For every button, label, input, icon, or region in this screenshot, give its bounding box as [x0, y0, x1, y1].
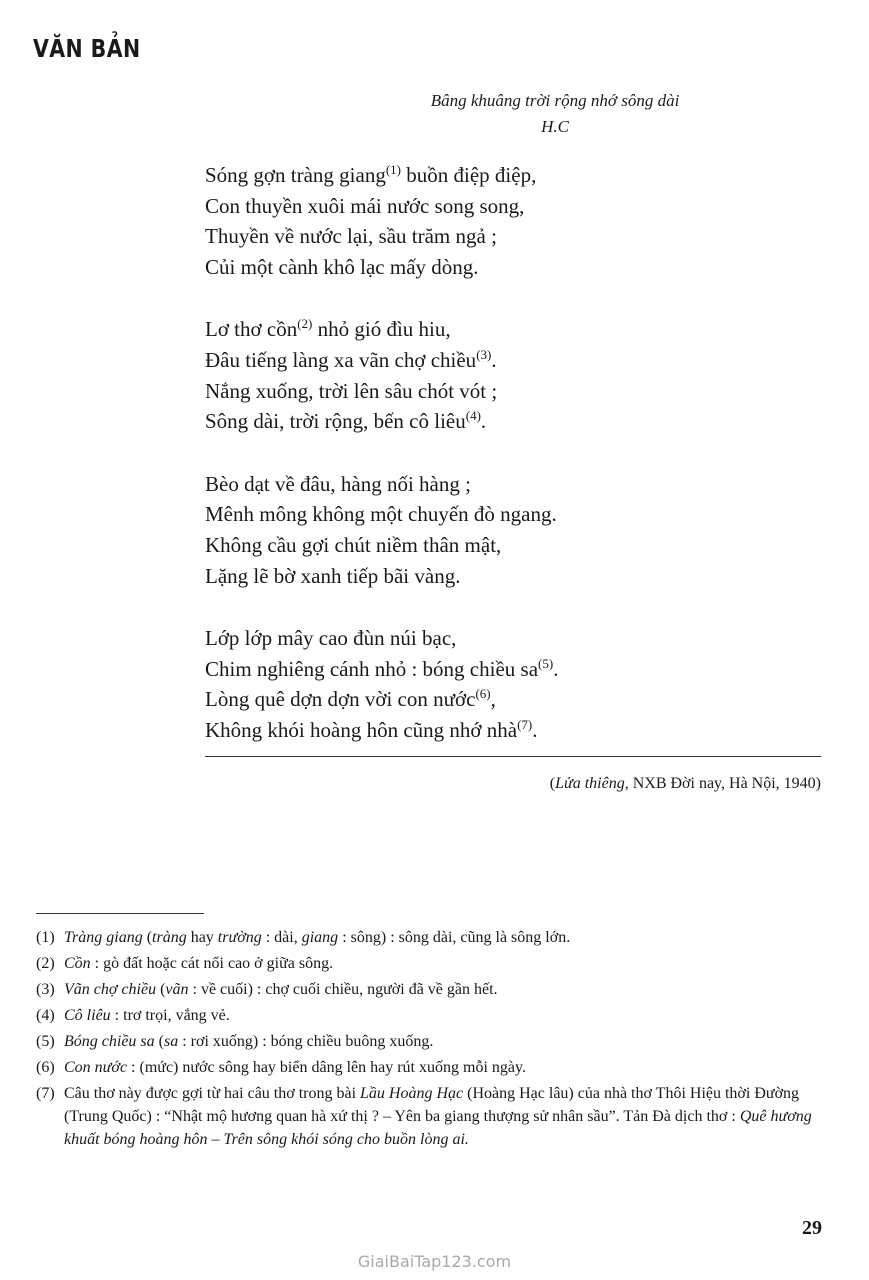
footnote-number: (7) — [36, 1085, 55, 1102]
poem-line: Lòng quê dợn dợn vời con nước$^{(6)}$, — [205, 686, 496, 712]
footnote-item — [36, 952, 826, 975]
page-number: 29 — [802, 1217, 822, 1239]
footnote-text: Vãn chợ chiều (vãn : về cuối) : chợ cuối chiều, người đã về gần hết. — [64, 981, 498, 998]
poem-stanza — [205, 469, 558, 591]
footnote-ref: (6) — [475, 686, 491, 702]
footnote-ref: (1) — [385, 162, 402, 177]
footnote-text: Bóng chiều sa (sa : rơi xuống) : bóng chiều buông xuống. — [64, 1033, 434, 1050]
footnote-text: Cồn : gò đất hoặc cát nổi cao ở giữa sông. — [64, 955, 334, 972]
poem-line: Thuyền về nước lại, sầu trăm ngả ; — [205, 224, 497, 249]
footnote-item — [36, 926, 826, 949]
poem-line: Con thuyền xuôi mái nước song song, — [205, 193, 525, 218]
footnote-item — [36, 1082, 826, 1151]
footnote-divider — [36, 913, 204, 914]
footnote-number: (6) — [36, 1059, 55, 1076]
poem-line: Lặng lẽ bờ xanh tiếp bãi vàng. — [205, 563, 461, 588]
footnote-ref: (3) — [476, 346, 492, 362]
footnote-ref: (4) — [465, 408, 481, 424]
footnote-number: (3) — [36, 981, 55, 998]
footnote-ref: (7) — [517, 716, 533, 732]
poem-line: Đâu tiếng làng xa vãn chợ chiều$^{(3)}$. — [205, 346, 497, 372]
footnote-item — [36, 978, 826, 1001]
poem-stanza — [205, 314, 558, 436]
poem-line: Không cầu gợi chút niềm thân mật, — [205, 532, 502, 557]
section-title: VĂN BẢN — [33, 34, 141, 63]
poem — [205, 160, 558, 778]
epigraph — [360, 88, 750, 140]
epigraph-line: Bâng khuâng trời rộng nhớ sông dài — [430, 91, 680, 110]
poem-line: Lớp lớp mây cao đùn núi bạc, — [205, 626, 457, 651]
poem-divider — [205, 756, 821, 757]
poem-line: Lơ thơ cồn$^{(2)}$ nhỏ gió đìu hiu, — [205, 316, 451, 342]
poem-stanza — [205, 160, 558, 282]
footnote-text: Con nước : (mức) nước sông hay biển dâng lên hay rút xuống mỗi ngày. — [64, 1059, 526, 1076]
poem-line: Mênh mông không một chuyến đò ngang. — [205, 502, 557, 527]
footnote-number: (1) — [36, 929, 55, 946]
poem-line: Củi một cành khô lạc mấy dòng. — [205, 254, 479, 279]
footnote-number: (4) — [36, 1007, 55, 1024]
poem-stanza — [205, 623, 558, 745]
footnote-text: Cô liêu : trơ trọi, vắng vẻ. — [64, 1007, 230, 1024]
source-title: Lửa thiêng — [555, 775, 625, 792]
footnotes — [36, 926, 826, 1154]
footnote-item — [36, 1030, 826, 1053]
footnote-text: Câu thơ này được gợi từ hai câu thơ trong bài Lầu Hoàng Hạc (Hoàng Hạc lâu) của nhà thơ Thôi Hiệu thời Đường (Trung Quốc) : “Nhật mộ hương quan hà xứ thị ? – Yên ba giang thượng sử nhân sầu”. Tản Đà dịch thơ : Quê hương khuất bóng hoàng hôn – Trên sông khói sóng cho buồn lòng ai. — [64, 1085, 812, 1148]
poem-line: Sóng gợn tràng giang$^{(1)}$ buồn điệp điệp, — [205, 162, 537, 187]
footnote-number: (2) — [36, 955, 55, 972]
footnote-text: Tràng giang (tràng hay trường : dài, giang : sông) : sông dài, cũng là sông lớn. — [64, 929, 571, 946]
footnote-ref: (5) — [538, 655, 554, 671]
epigraph-author: H.C — [541, 117, 569, 136]
footnote-item — [36, 1056, 826, 1079]
source-citation: (Lửa thiêng, NXB Đời nay, Hà Nội, 1940) — [549, 775, 821, 792]
poem-line: Bèo dạt về đâu, hàng nối hàng ; — [205, 471, 471, 496]
footnote-ref: (2) — [297, 316, 313, 332]
poem-line: Chim nghiêng cánh nhỏ : bóng chiều $sa^{(5)}$. — [205, 655, 559, 681]
poem-line: Không khói hoàng hôn cũng nhớ nhà$^{(7)}$. — [205, 716, 538, 742]
footnote-number: (5) — [36, 1033, 55, 1050]
poem-line: Sông dài, trời rộng, bến cô liêu$^{(4)}$. — [205, 408, 487, 434]
watermark: GiaiBaiTap123.com — [357, 1252, 512, 1271]
poem-line: Nắng xuống, trời lên sâu chót vót ; — [205, 378, 498, 403]
footnote-item — [36, 1004, 826, 1027]
